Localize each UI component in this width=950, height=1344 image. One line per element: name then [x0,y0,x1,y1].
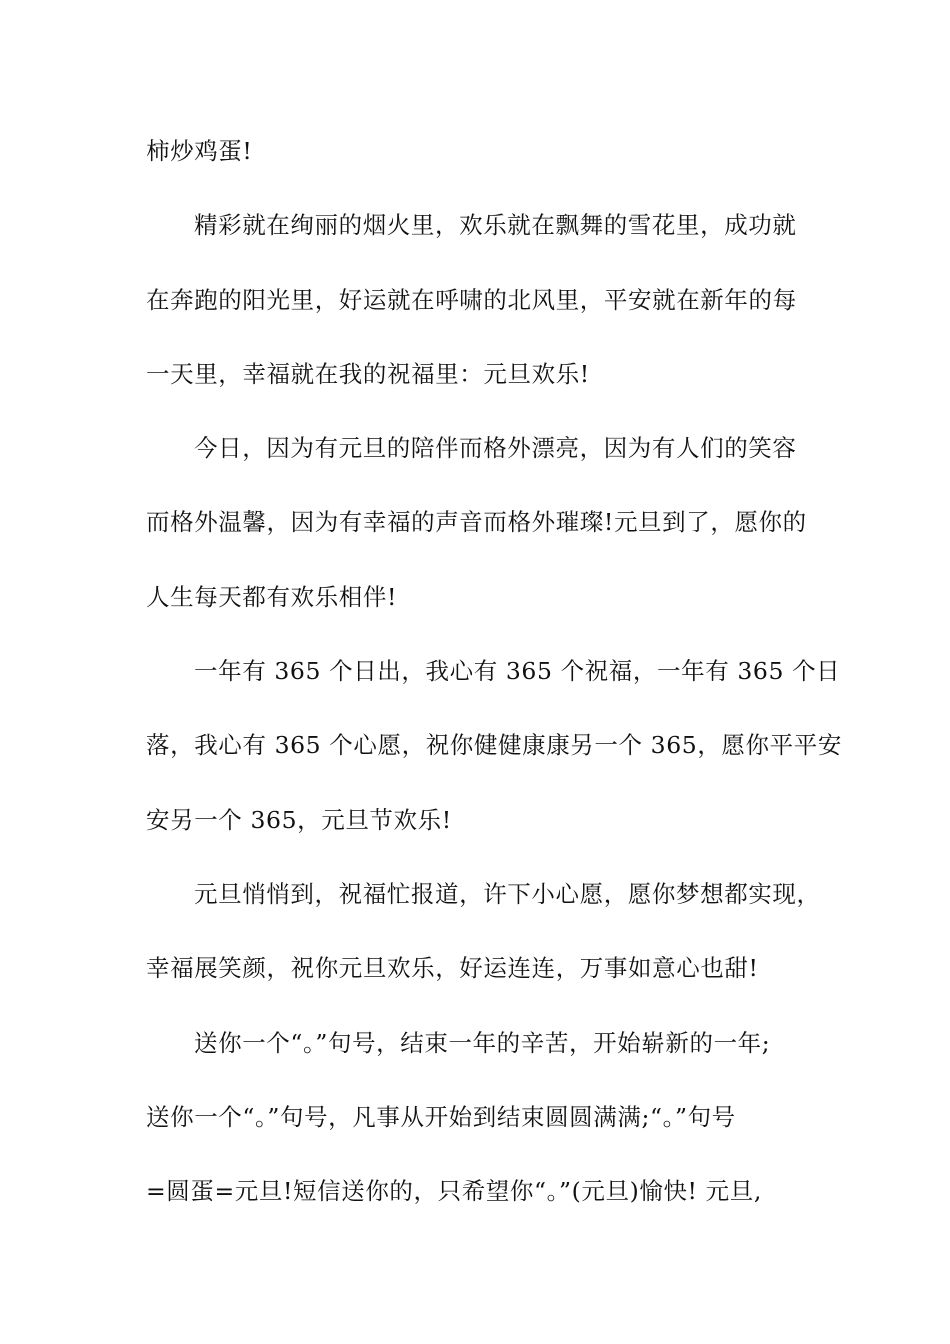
text-line: 在奔跑的阳光里，好运就在呼啸的北风里，平安就在新年的每 [146,286,797,314]
text-line: 精彩就在绚丽的烟火里，欢乐就在飘舞的雪花里，成功就 [194,211,797,239]
text-line: 一天里，幸福就在我的祝福里：元旦欢乐! [146,360,590,388]
text-line: =圆蛋=元旦!短信送你的，只希望你“。”(元旦)愉快! 元旦, [146,1177,762,1205]
text-line: 今日，因为有元旦的陪伴而格外漂亮，因为有人们的笑容 [194,434,797,462]
text-line: 元旦悄悄到，祝福忙报道，许下小心愿，愿你梦想都实现， [194,880,821,908]
text-line: 柿炒鸡蛋! [146,137,253,165]
text-line: 人生每天都有欢乐相伴! [146,583,398,611]
text-line: 落，我心有 365 个心愿，祝你健健康康另一个 365，愿你平平安 [146,731,842,759]
text-line: 幸福展笑颜，祝你元旦欢乐，好运连连，万事如意心也甜! [146,954,759,982]
text-line: 一年有 365 个日出，我心有 365 个祝福，一年有 365 个日 [194,657,841,685]
text-line: 送你一个“。”句号，凡事从开始到结束圆圆满满;“。”句号 [146,1103,736,1131]
text-line: 而格外温馨，因为有幸福的声音而格外璀璨!元旦到了，愿你的 [146,508,807,536]
text-line: 送你一个“。”句号，结束一年的辛苦，开始崭新的一年; [194,1029,771,1057]
text-line: 安另一个 365，元旦节欢乐! [146,806,452,834]
